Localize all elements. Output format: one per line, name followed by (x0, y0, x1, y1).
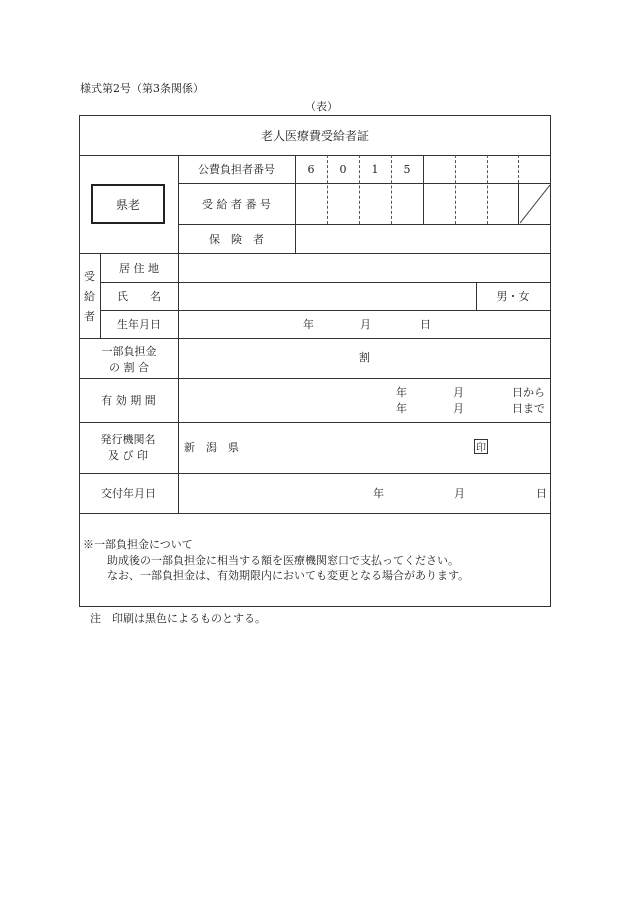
issue-day-unit: 日 (536, 487, 547, 500)
validity-to-year: 年 (396, 402, 407, 415)
recipient-group-char: 者 (84, 310, 95, 323)
sex-options: 男・女 (496, 290, 530, 303)
notice-line-2: なお、一部負担金は、有効期限内においても変更となる場合があります。 (107, 569, 470, 582)
issue-year-unit: 年 (373, 487, 384, 500)
notice-line-1: 助成後の一部負担金に相当する額を医療機関窓口で支払ってください。 (107, 554, 459, 567)
seal-mark: 印 (474, 439, 488, 454)
payer-number-label: 公費負担者番号 (198, 163, 275, 176)
validity-from-year: 年 (396, 386, 407, 399)
recipient-number-label: 受 給 者 番 号 (202, 197, 271, 211)
copay-ratio-label-line2: の 割 合 (109, 361, 149, 374)
validity-label: 有 効 期 間 (101, 394, 156, 407)
birth-day-unit: 日 (420, 318, 431, 331)
validity-from-month: 月 (453, 386, 464, 399)
check-digit-slash (518, 183, 551, 224)
validity-from-day: 日から (512, 386, 545, 399)
birthdate-label: 生年月日 (117, 318, 161, 331)
payer-digit: 0 (339, 162, 347, 176)
validity-to-day: 日まで (512, 402, 545, 415)
validity-to-month: 月 (453, 402, 464, 415)
issuer-label-line1: 発行機関名 (100, 433, 156, 446)
birth-month-unit: 月 (360, 318, 371, 331)
address-label: 居 住 地 (119, 261, 159, 275)
birth-year-unit: 年 (303, 318, 314, 331)
recipient-group-char: 受 (84, 270, 95, 283)
copay-ratio-unit: 割 (359, 351, 370, 364)
issue-month-unit: 月 (454, 487, 465, 500)
prefecture-stamp-box: 県老 (91, 184, 165, 224)
notice-heading: ※一部負担金について (83, 538, 193, 551)
recipient-group-char: 給 (84, 290, 95, 303)
payer-digit: 5 (403, 162, 411, 176)
issuer-name: 新 潟 県 (184, 441, 239, 454)
copay-ratio-label-line1: 一部負担金 (101, 345, 157, 358)
payer-digit: 1 (371, 162, 379, 176)
form-number: 様式第2号（第3条関係） (80, 82, 204, 95)
side-label: （表） (305, 100, 338, 113)
form-title: 老人医療費受給者証 (260, 128, 369, 143)
footnote: 注 印刷は黒色によるものとする。 (90, 612, 266, 625)
insurer-label: 保 険 者 (209, 232, 264, 246)
issue-date-label: 交付年月日 (101, 487, 156, 500)
payer-digit: 6 (307, 162, 315, 176)
issuer-label-line2: 及 び 印 (108, 449, 148, 462)
name-label: 氏 名 (117, 290, 161, 303)
